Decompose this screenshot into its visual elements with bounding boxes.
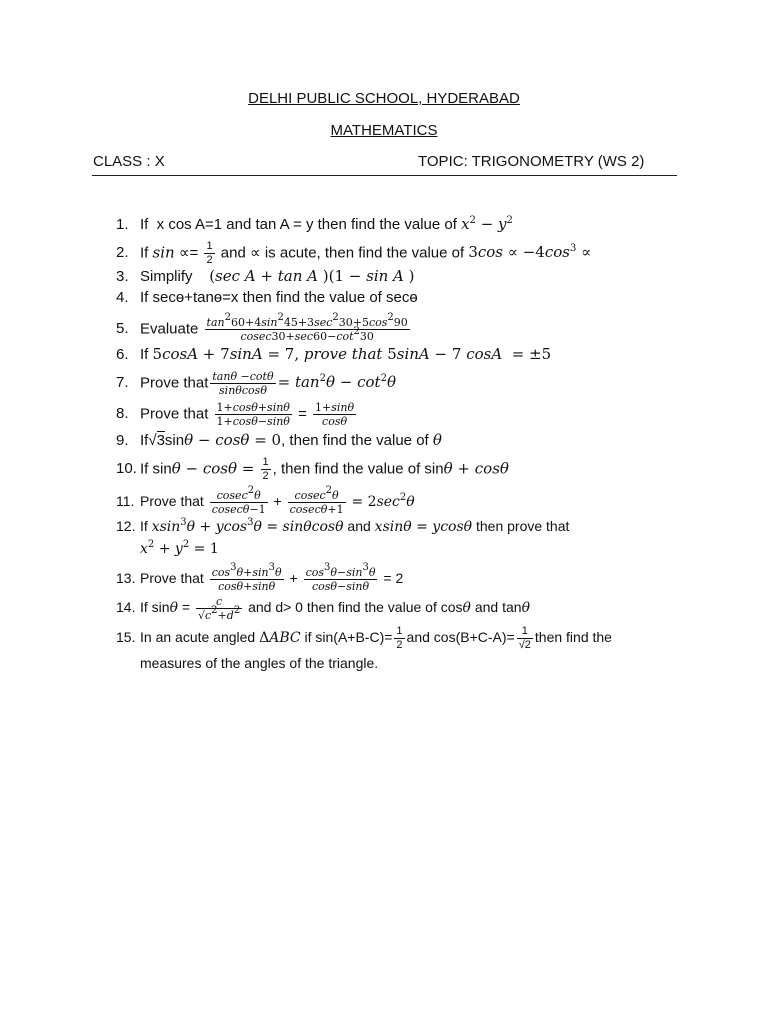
class-label: CLASS : X — [93, 153, 165, 170]
question-15: 15. In an acute angled ΔABC if sin(A+B-C)= $\frac{1}{2}$ and cos(B+C-A)= $\frac{1}{√2}$ then find the — [116, 625, 612, 651]
question-15-continued: measures of the angles of the triangle. — [140, 655, 379, 671]
question-10: 10. If sinθ − cosθ = $\frac{1}{2}$ , then find the value of sinθ + cosθ — [116, 456, 509, 482]
question-5: 5. Evaluate $\tan^260+4\sin^245+3\sec^230+5\cos^290$ $cosec30+\sec 60-\cot^230$ — [116, 312, 408, 343]
school-name: DELHI PUBLIC SCHOOL, HYDERABAD — [248, 90, 520, 107]
question-12: 12. If xsin$^3$θ + ycos$^3$θ = sinθcosθ and xsinθ = ycosθ then prove that — [116, 517, 570, 535]
question-number: 11. — [116, 493, 135, 510]
question-number: 10. — [116, 460, 137, 478]
question-number: 1. — [116, 216, 129, 233]
question-7: 7. Prove that $\frac{\tan\theta -\cot\theta}{\sin\theta\cos\theta}$ = $\tan^2\theta - \cot^2\theta$ — [116, 370, 396, 397]
question-8: 8. Prove that $\frac{1+\cos\theta+\sin\theta}{1+\cos\theta-\sin\theta}$ = $\frac{1+\sin\theta}{\cos\theta}$ — [116, 401, 355, 428]
question-13: 13. Prove that $\frac{\cos^3\theta+\sin^3\theta}{\cos\theta+\sin\theta}$ + $\frac{\cos^3\theta-\sin^3\theta}{\cos\theta-\sin\theta}$ = 2 — [116, 562, 404, 593]
question-2: 2. If sin ∝= $\frac{1}{2}$ and ∝ is acute, then find the value of $3\cos \propto -4\cos^3$ ∝ — [116, 240, 592, 266]
question-number: 3. — [116, 268, 129, 285]
question-number: 14. — [116, 599, 136, 616]
question-number: 9. — [116, 432, 129, 449]
question-number: 5. — [116, 320, 129, 338]
question-number: 8. — [116, 405, 129, 423]
subject-title: MATHEMATICS — [330, 122, 438, 139]
question-number: 7. — [116, 374, 129, 392]
question-number: 13. — [116, 570, 136, 587]
question-4: 4. If secɵ+tanɵ=x then find the value of secɵ — [116, 289, 418, 306]
question-3: 3. Simplify (sec A + tan A )(1 − sin A ) — [116, 267, 415, 285]
question-number: 12. — [116, 518, 136, 534]
topic-label: TOPIC: TRIGONOMETRY (WS 2) — [418, 153, 645, 170]
question-number: 4. — [116, 289, 129, 306]
question-number: 15. — [116, 629, 136, 646]
question-number: 2. — [116, 244, 129, 262]
question-6: 6. If 5cosA + 7sinA = 7, prove that 5sinA − 7 cosA = ±5 — [116, 345, 552, 363]
header-rule — [92, 175, 677, 176]
question-number: 6. — [116, 346, 129, 363]
question-12-continued: $x^2 + y^2 = 1$ — [140, 539, 219, 557]
question-9: 9. If√3sinθ − cosθ = 0, then find the value of θ — [116, 431, 442, 449]
question-11: 11. Prove that cosec$^2$θ cosecθ−1 + cosec$^2$θ cosecθ+1 = $2\sec^2\theta$ — [116, 485, 415, 516]
question-14: 14. If sinθ = $\frac{c}{√c^2+d^2}$ and d> 0 then find the value of cosθ and tanθ — [116, 595, 530, 622]
question-1: 1. If x cos A=1 and tan A = y then find the value of $x^2 - y^2$ — [116, 215, 513, 233]
